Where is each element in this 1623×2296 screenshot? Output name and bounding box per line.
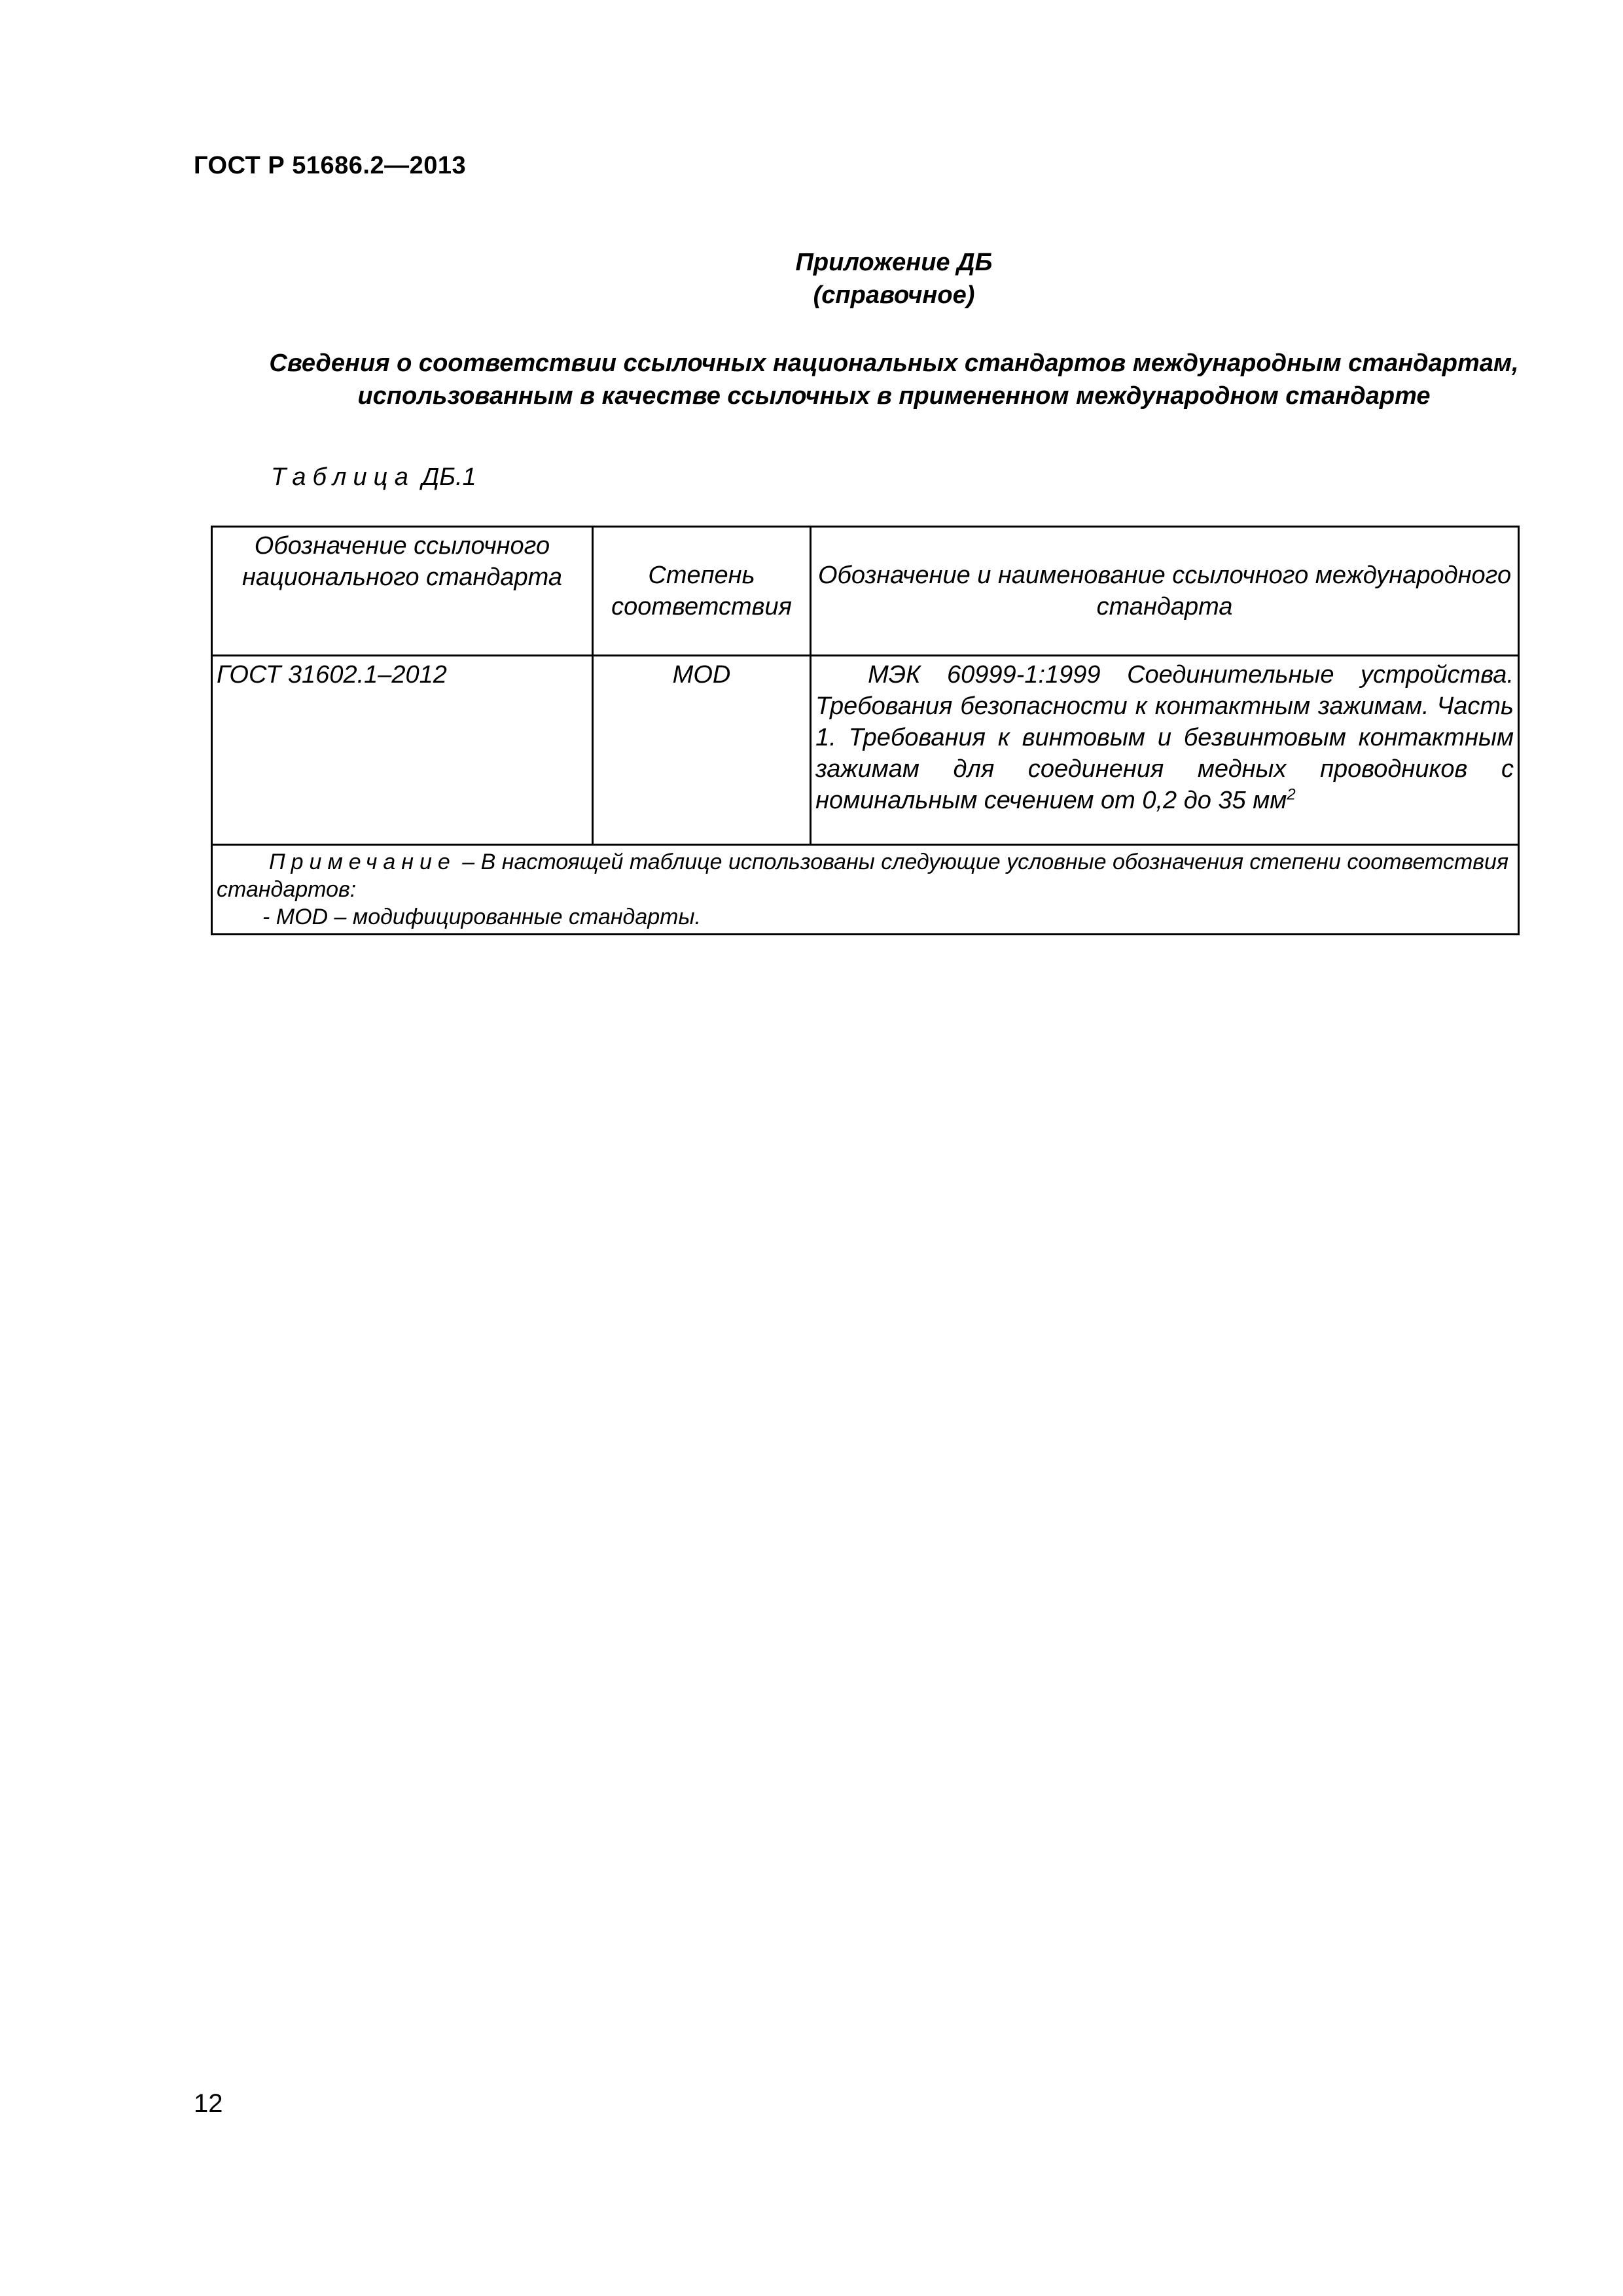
- international-standard-text: МЭК 60999-1:1999 Соединительные устройства. Требования безопасности к контактным зажимам. Часть 1. Требования к винтовым и безвинтовым контактным зажимам для соединения медных проводников с номинальным сечением от 0,2 до 35 мм: [815, 661, 1514, 814]
- national-standard-cell: ГОСТ 31602.1–2012: [212, 656, 593, 845]
- table-header-row: [212, 527, 1519, 656]
- appendix-heading: Сведения о соответствии ссылочных национальных стандартов международным стандартам, использованным в качестве ссылочных в примененном международном стандарте: [269, 350, 1519, 410]
- document-designation: ГОСТ Р 51686.2—2013: [194, 152, 467, 179]
- table-row: [212, 656, 1519, 845]
- page-number: 12: [194, 2089, 223, 2118]
- correspondence-table: [211, 526, 1520, 935]
- table-caption-label: Таблица: [271, 463, 415, 491]
- column-header-national: Обозначение ссылочного национального стандарта: [212, 527, 593, 656]
- column-header-degree: Степень соответствия: [592, 527, 810, 656]
- appendix-title: Приложение ДБ: [795, 249, 993, 276]
- table-caption: [271, 463, 476, 492]
- appendix-subtitle: (справочное): [813, 281, 975, 309]
- note-label: Примечание: [269, 850, 456, 874]
- note-list-item: - MOD – модифицированные стандарты.: [262, 905, 701, 929]
- degree-cell: MOD: [592, 656, 810, 845]
- table-note-cell: [212, 845, 1519, 935]
- appendix-block: [194, 246, 1594, 412]
- column-header-international: Обозначение и наименование ссылочного международного стандарта: [811, 527, 1519, 656]
- note-text: – В настоящей таблице использованы следующие условные обозначения степени соответствия стандартов:: [217, 850, 1509, 902]
- unit-superscript: 2: [1287, 785, 1296, 804]
- table-caption-number: ДБ.1: [421, 463, 476, 491]
- note-line: [217, 848, 1514, 903]
- table-note-row: [212, 845, 1519, 935]
- international-standard-cell: [811, 656, 1519, 845]
